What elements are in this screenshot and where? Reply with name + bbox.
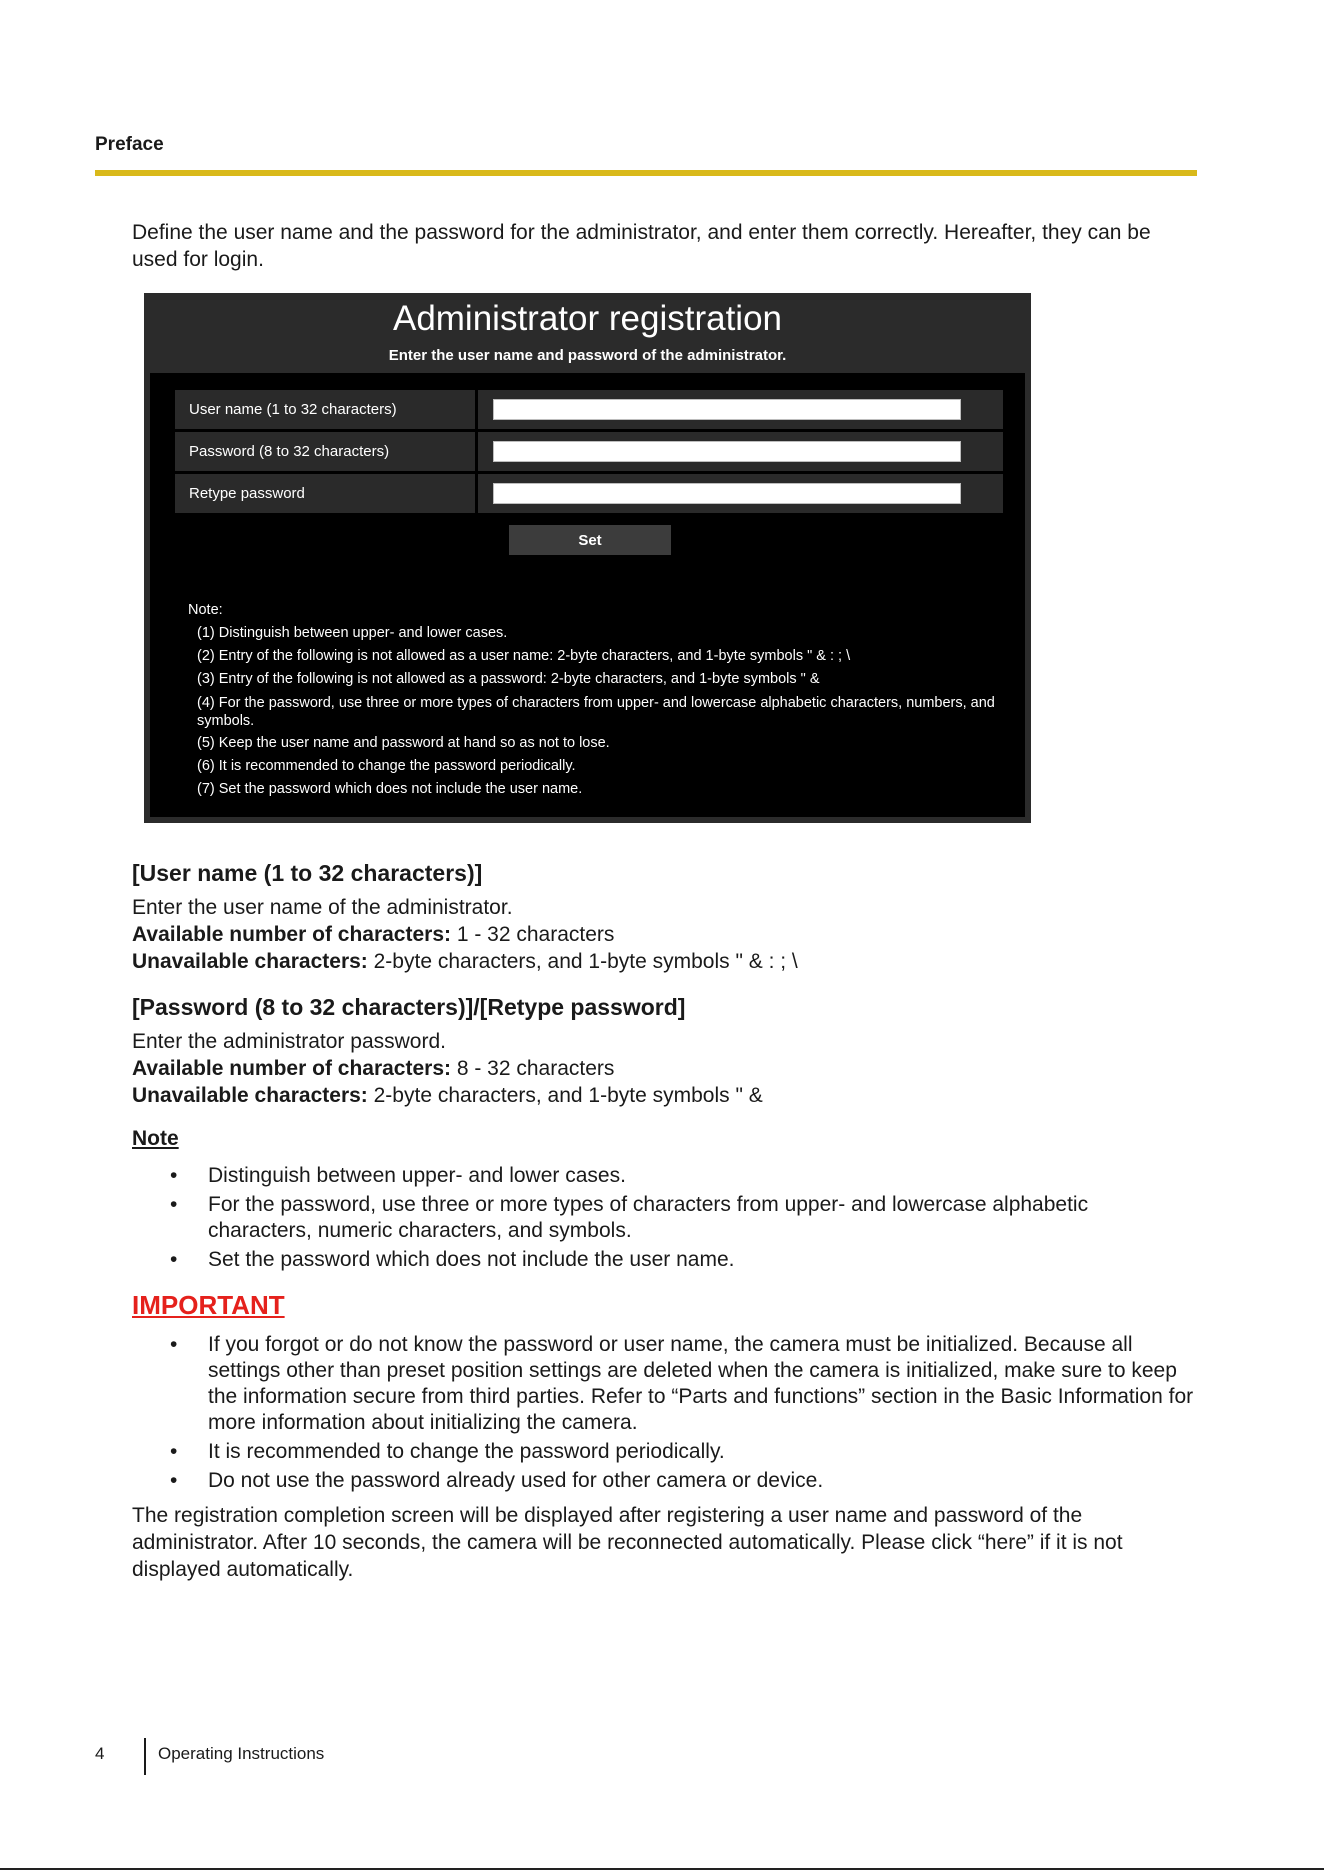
ui-title: Administrator registration — [392, 299, 783, 338]
footer-divider — [144, 1738, 146, 1775]
username-cell — [478, 390, 1003, 429]
ui-note-item: (7) Set the password which does not include the user name. — [197, 781, 583, 797]
ui-form-panel — [150, 373, 1025, 817]
username-available — [132, 921, 1197, 948]
available-label: Available number of characters: — [132, 1057, 451, 1080]
ui-note-item: (3) Entry of the following is not allowed as a password: 2-byte characters, and 1-byte symbols " & — [197, 671, 820, 687]
username-desc: Enter the user name of the administrator. — [132, 896, 513, 919]
retype-password-row — [175, 474, 1003, 513]
footer-doc-title: Operating Instructions — [158, 1744, 325, 1763]
note-item-text: Distinguish between upper- and lower cases. — [208, 1164, 626, 1187]
unavailable-value: 2-byte characters, and 1-byte symbols " & : ; \ — [367, 950, 798, 973]
unavailable-label: Unavailable characters: — [132, 1084, 368, 1107]
important-item — [132, 1439, 1197, 1465]
intro-text: Define the user name and the password for the administrator, and enter them correctly. Hereafter, they can be used for login. — [132, 221, 1151, 271]
page-number: 4 — [95, 1744, 105, 1763]
important-item-text: It is recommended to change the password periodically. — [208, 1440, 725, 1463]
password-heading: [Password (8 to 32 characters)]/[Retype password] — [132, 994, 686, 1020]
ui-note-item: (2) Entry of the following is not allowed as a user name: 2-byte characters, and 1-byte symbols " & : ; \ — [197, 648, 851, 664]
retype-password-cell — [478, 474, 1003, 513]
admin-registration-screenshot — [144, 293, 1031, 823]
closing-text: The registration completion screen will be displayed after registering a user name and password of the administrator. After 10 seconds, the camera will be reconnected automatically. Please click “here” if it is not displayed automatically. — [132, 1504, 1123, 1581]
ui-note-title: Note: — [188, 602, 223, 618]
page-edge — [0, 1868, 1324, 1870]
important-item — [132, 1332, 1197, 1436]
note-item-text: For the password, use three or more types of characters from upper- and lowercase alphabetic characters, numeric characters, and symbols. — [208, 1193, 1089, 1242]
important-heading: IMPORTANT — [132, 1290, 285, 1320]
ui-note-item: (6) It is recommended to change the password periodically. — [197, 758, 576, 774]
section-label: Preface — [95, 134, 164, 155]
password-input[interactable] — [493, 441, 961, 462]
ui-note-item: (1) Distinguish between upper- and lower cases. — [197, 625, 508, 641]
ui-subtitle: Enter the user name and password of the administrator. — [388, 347, 787, 364]
password-available — [132, 1055, 1197, 1082]
bullet-icon: • — [170, 1193, 178, 1216]
important-item — [132, 1468, 1197, 1494]
important-item-text: Do not use the password already used for other camera or device. — [208, 1469, 824, 1492]
bullet-icon: • — [170, 1440, 178, 1463]
password-row — [175, 432, 1003, 471]
ui-note-block — [188, 599, 998, 801]
important-list — [132, 1332, 1197, 1497]
note-item — [132, 1163, 1197, 1189]
note-item — [132, 1192, 1197, 1244]
unavailable-label: Unavailable characters: — [132, 950, 368, 973]
note-heading: Note — [132, 1127, 179, 1150]
available-label: Available number of characters: — [132, 923, 451, 946]
ui-note-item: (5) Keep the user name and password at hand so as not to lose. — [197, 735, 610, 751]
important-item-text: If you forgot or do not know the password or user name, the camera must be initialized. Because all settings other than preset position settings are deleted when the camera is initialized, make sure to keep the information secure from third parties. Refer to “Parts and functions” section in the Basic Information for more information about initializing the camera. — [208, 1333, 1194, 1434]
retype-password-label: Retype password — [175, 474, 475, 513]
username-heading: [User name (1 to 32 characters)] — [132, 860, 483, 886]
username-input[interactable] — [493, 399, 961, 420]
username-label: User name (1 to 32 characters) — [175, 390, 475, 429]
note-item — [132, 1247, 1197, 1273]
bullet-icon: • — [170, 1248, 178, 1271]
retype-password-input[interactable] — [493, 483, 961, 504]
unavailable-value: 2-byte characters, and 1-byte symbols " & — [367, 1084, 763, 1107]
password-label: Password (8 to 32 characters) — [175, 432, 475, 471]
password-cell — [478, 432, 1003, 471]
available-value: 8 - 32 characters — [451, 1057, 615, 1080]
ui-note-item: (4) For the password, use three or more types of characters from upper- and lowercase alphabetic characters, numbers, and symbols. — [197, 695, 995, 729]
password-desc: Enter the administrator password. — [132, 1030, 446, 1053]
bullet-icon: • — [170, 1164, 178, 1187]
set-button[interactable]: Set — [509, 525, 671, 555]
username-unavailable — [132, 948, 1197, 975]
available-value: 1 - 32 characters — [451, 923, 615, 946]
password-unavailable — [132, 1082, 1197, 1109]
bullet-icon: • — [170, 1333, 178, 1356]
username-row — [175, 390, 1003, 429]
note-item-text: Set the password which does not include the user name. — [208, 1248, 735, 1271]
note-list — [132, 1163, 1197, 1276]
header-rule — [95, 170, 1197, 176]
bullet-icon: • — [170, 1469, 178, 1492]
